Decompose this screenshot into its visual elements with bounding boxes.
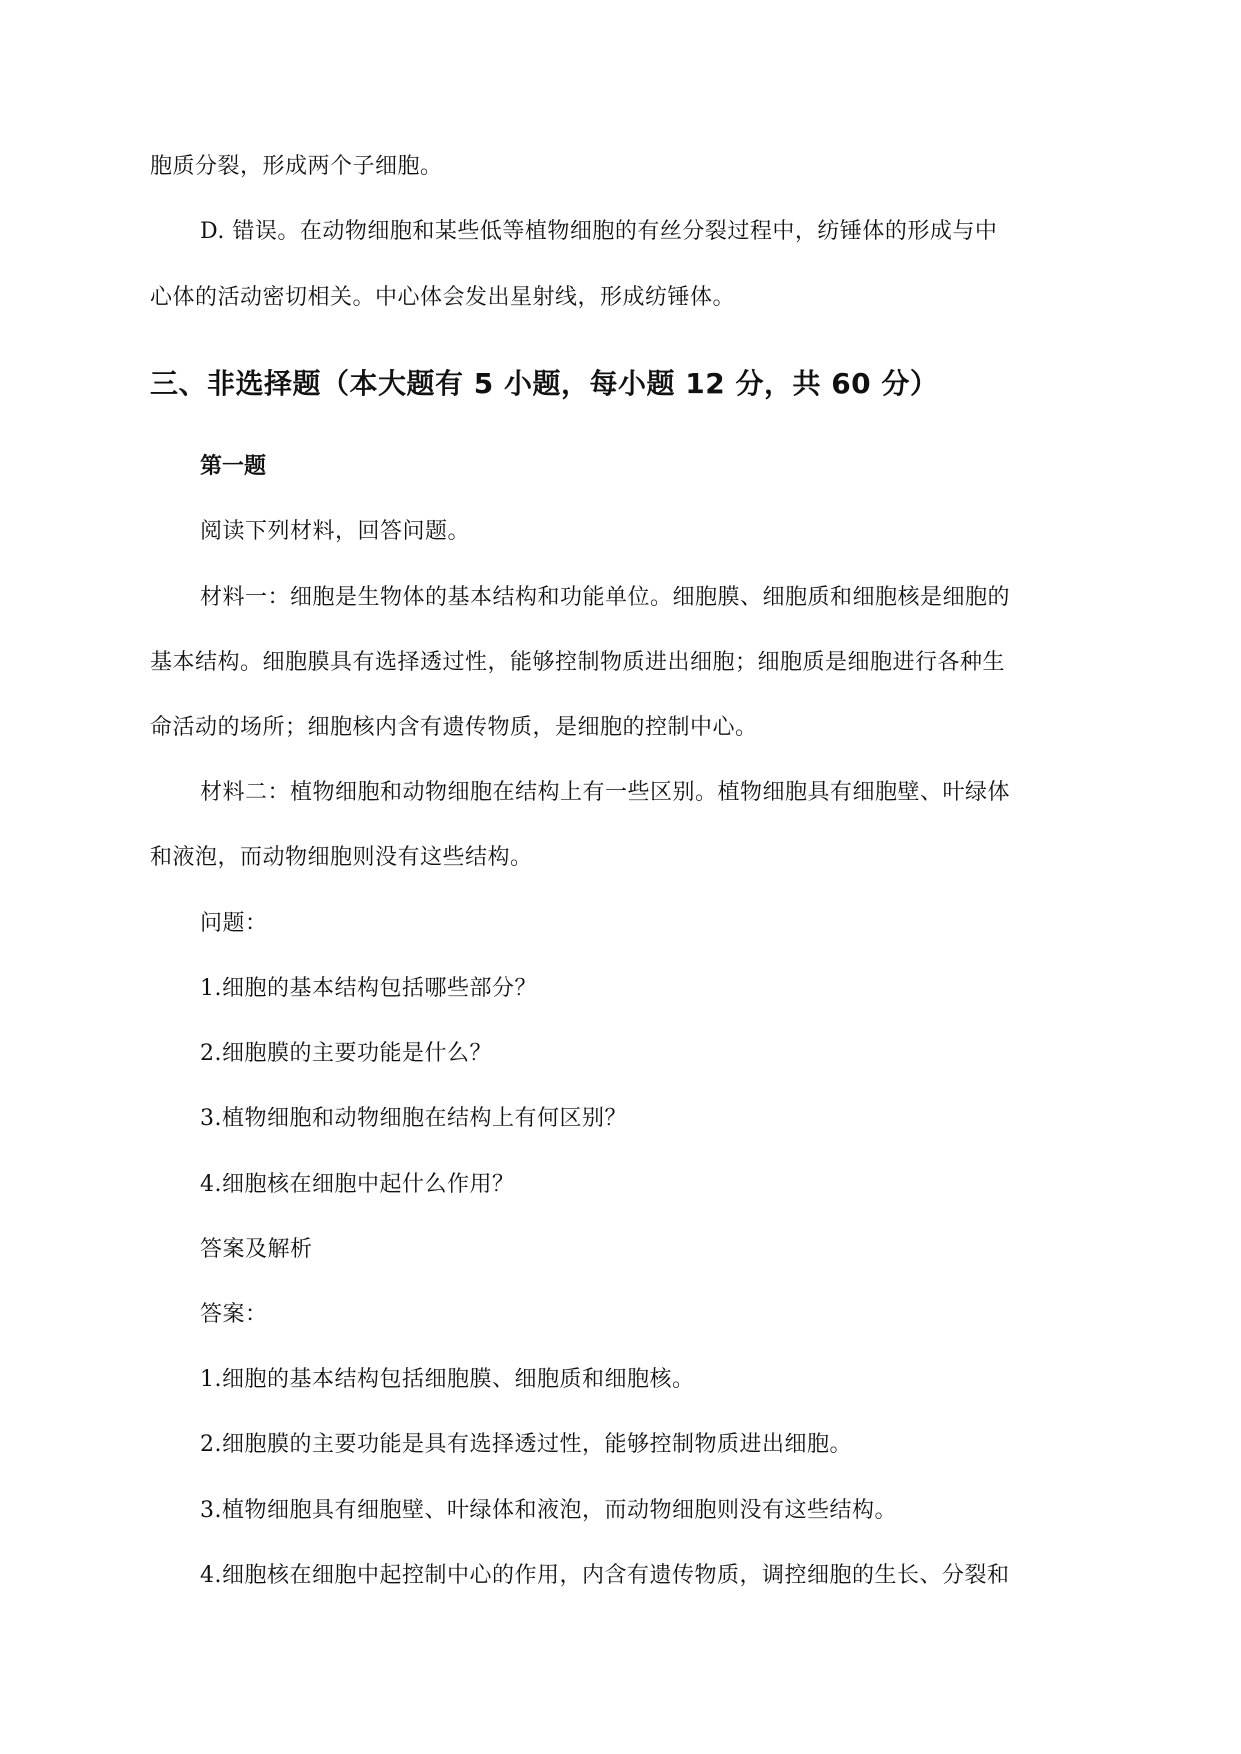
answer-label: 答案：	[200, 1302, 268, 1327]
material1-line2: 基本结构。细胞膜具有选择透过性，能够控制物质进出细胞；细胞质是细胞进行各种生	[150, 650, 1006, 675]
question-item-1: 1.细胞的基本结构包括哪些部分？	[200, 976, 537, 1001]
answer-section-label: 答案及解析	[200, 1237, 313, 1262]
answer-item-3: 3.植物细胞具有细胞壁、叶绿体和液泡，而动物细胞则没有这些结构。	[200, 1498, 897, 1523]
question-title: 第一题	[200, 454, 267, 479]
answer-item-2: 2.细胞膜的主要功能是具有选择透过性，能够控制物质进出细胞。	[200, 1432, 852, 1457]
material1-line3: 命活动的场所；细胞核内含有遗传物质，是细胞的控制中心。	[150, 715, 758, 740]
material2-line1: 材料二：植物细胞和动物细胞在结构上有一些区别。植物细胞具有细胞壁、叶绿体	[200, 780, 1011, 805]
prev-explanation-c-tail: 胞质分裂，形成两个子细胞。	[150, 154, 443, 179]
question-intro: 阅读下列材料，回答问题。	[200, 519, 471, 544]
prev-explanation-d-line1: D. 错误。在动物细胞和某些低等植物细胞的有丝分裂过程中，纺锤体的形成与中	[200, 219, 998, 244]
answer-item-1: 1.细胞的基本结构包括细胞膜、细胞质和细胞核。	[200, 1367, 695, 1392]
question-item-2: 2.细胞膜的主要功能是什么？	[200, 1041, 492, 1066]
question-item-4: 4.细胞核在细胞中起什么作用？	[200, 1172, 515, 1197]
material1-line1: 材料一：细胞是生物体的基本结构和功能单位。细胞膜、细胞质和细胞核是细胞的	[200, 585, 1011, 610]
material2-line2: 和液泡，而动物细胞则没有这些结构。	[150, 845, 533, 870]
questions-label: 问题：	[200, 911, 268, 936]
section-heading: 三、非选择题（本大题有 5 小题，每小题 12 分，共 60 分）	[150, 367, 939, 400]
prev-explanation-d-line2: 心体的活动密切相关。中心体会发出星射线，形成纺锤体。	[150, 285, 736, 310]
question-item-3: 3.植物细胞和动物细胞在结构上有何区别？	[200, 1106, 627, 1131]
answer-item-4: 4.细胞核在细胞中起控制中心的作用，内含有遗传物质，调控细胞的生长、分裂和	[200, 1563, 1010, 1588]
